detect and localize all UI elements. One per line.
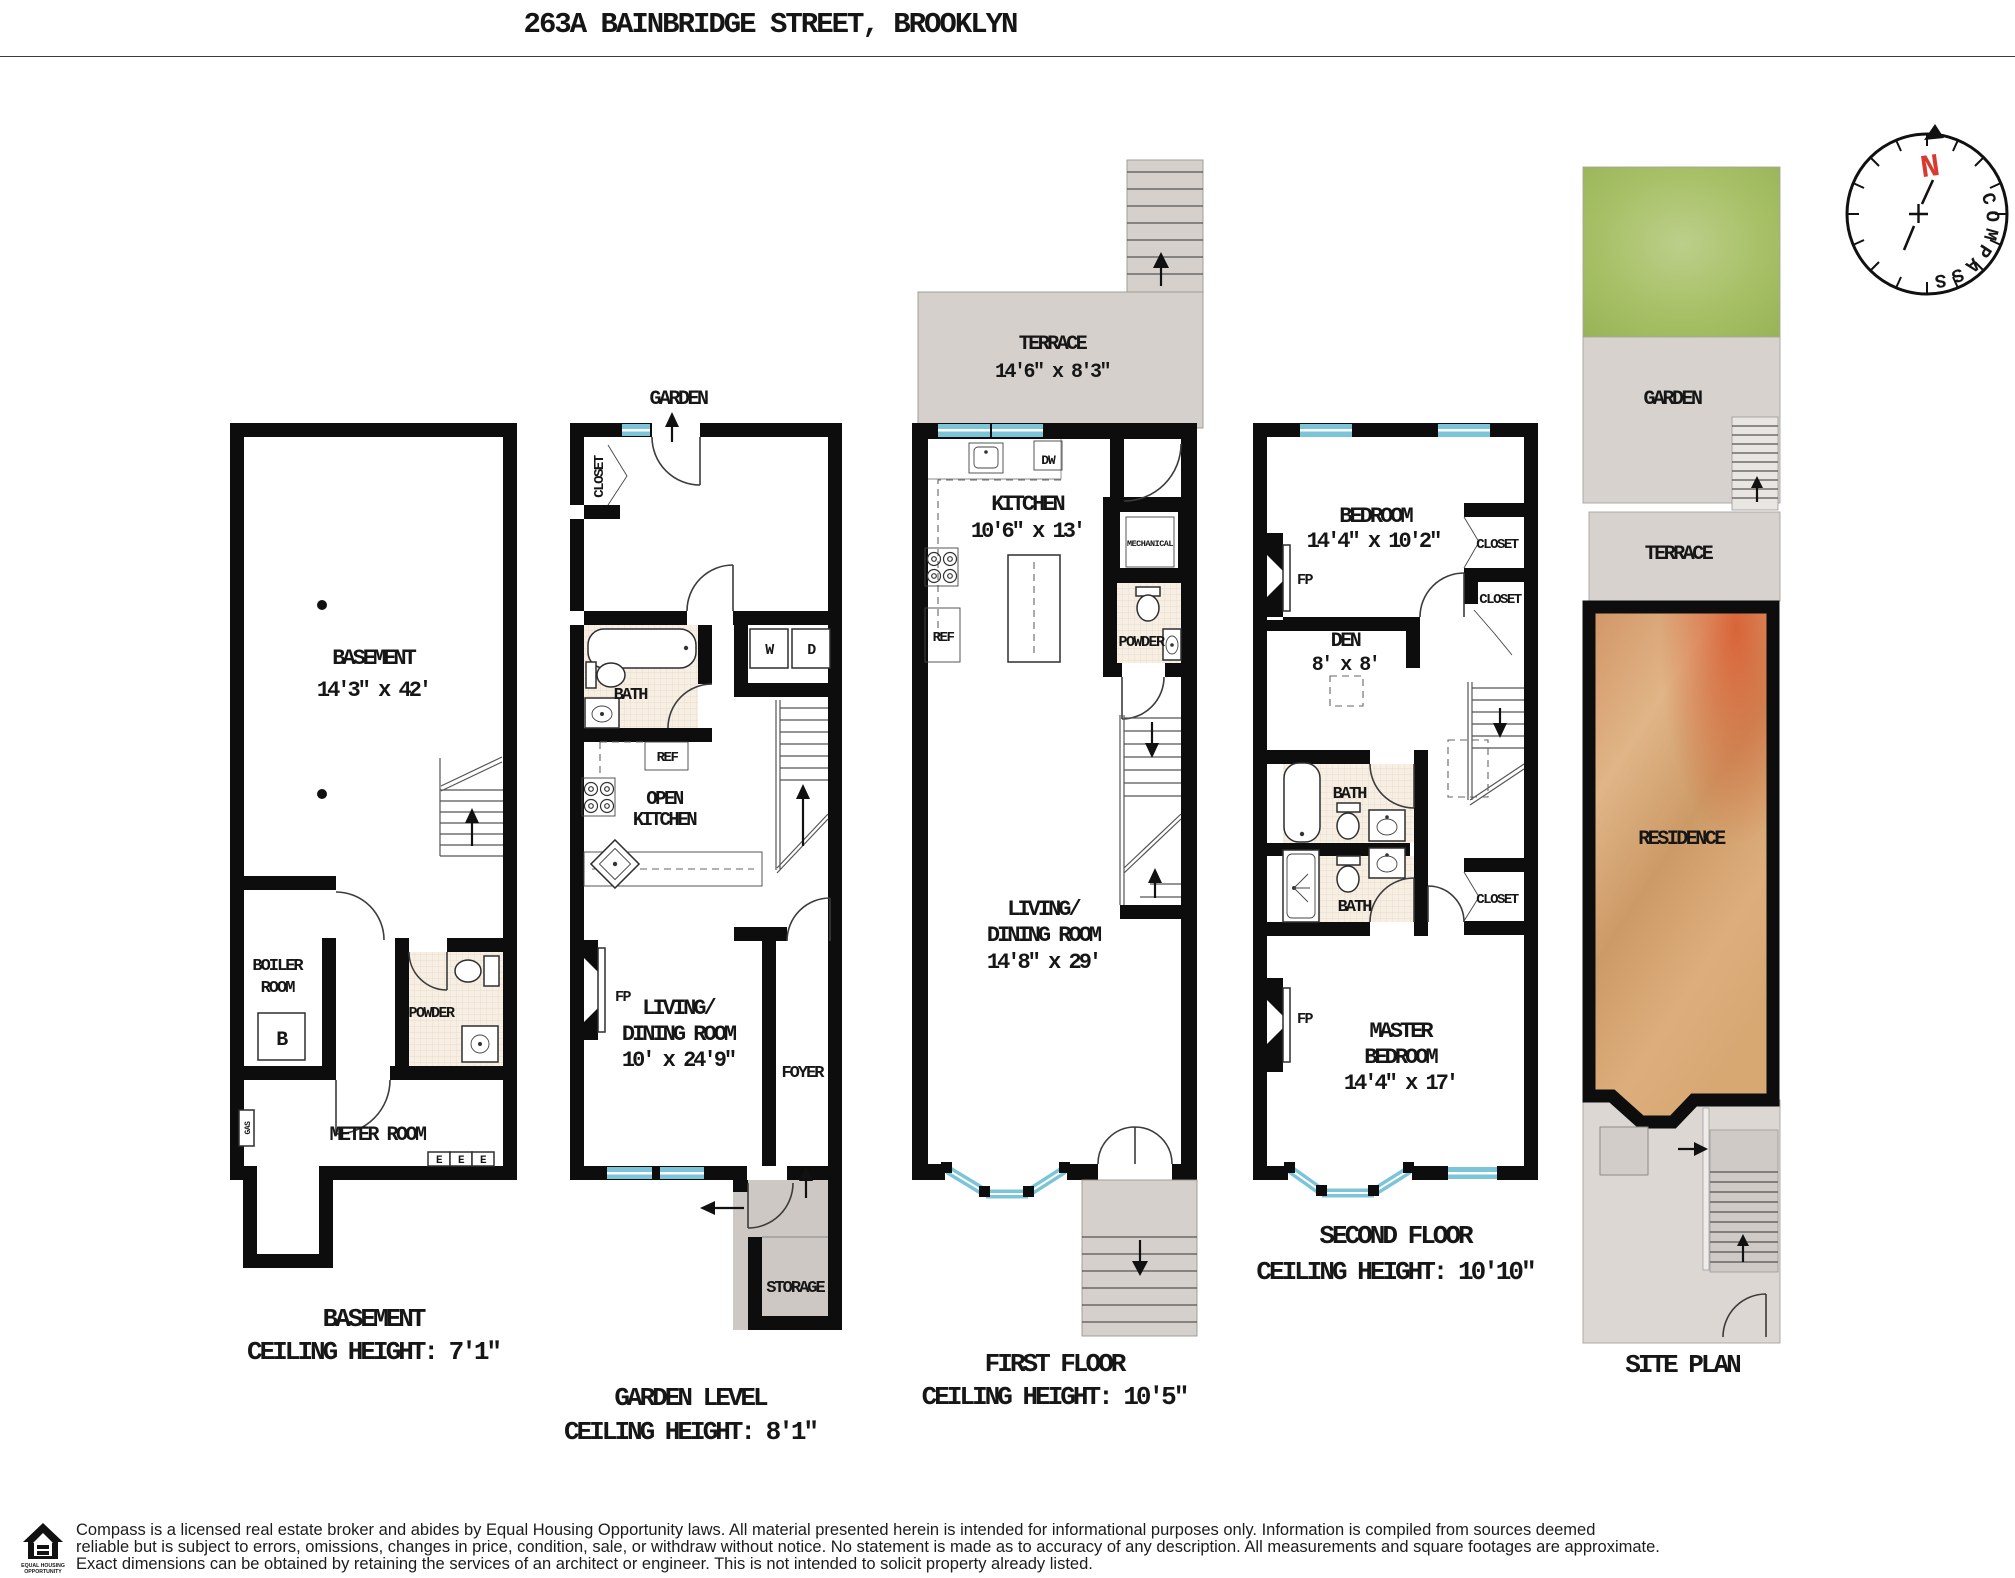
eho-text1: EQUAL HOUSING — [21, 1563, 65, 1569]
stove-burners — [585, 783, 614, 813]
first-stairs — [1120, 715, 1181, 905]
closet1-label: CLOSET — [1476, 537, 1518, 553]
basement-stairs — [440, 757, 503, 856]
gas-label: GAS — [244, 1121, 253, 1135]
site-plan-label: SITE PLAN — [1625, 1350, 1739, 1380]
boiler-b-label: B — [276, 1029, 286, 1052]
eho-text2: OPPORTUNITY — [24, 1569, 62, 1575]
site-plan — [1583, 167, 1780, 1380]
terrace-stairs — [1127, 160, 1203, 293]
second-fp-top-label: FP — [1297, 572, 1313, 589]
closet2-accordion — [1474, 610, 1512, 655]
bathtub — [1284, 763, 1320, 842]
den-label: DEN — [1330, 630, 1360, 653]
kitchen-island — [1008, 555, 1060, 662]
first-powder-label: POWDER — [1118, 634, 1164, 651]
boiler-room-label2: ROOM — [260, 979, 294, 998]
basement-room-dims: 14'3" x 42' — [316, 678, 430, 703]
second-floor-label: SECOND FLOOR — [1319, 1221, 1471, 1251]
toilet-bowl — [1337, 866, 1359, 892]
disclaimer-line1: Compass is a licensed real estate broker and abides by Equal Housing Opportunity laws. All material presented herein is intended for informational purposes only. Information is compiled from sources deemed — [76, 1521, 1596, 1539]
garden-living-label1: LIVING/ — [642, 996, 714, 1021]
garden-ref-label: REF — [656, 750, 678, 766]
closet3-label: CLOSET — [1476, 892, 1518, 908]
second-bedroom-label: BEDROOM — [1339, 504, 1411, 529]
column-dot — [317, 600, 327, 610]
open-kitchen-label1: OPEN — [646, 788, 682, 810]
column-dot — [317, 789, 327, 799]
sink — [1369, 810, 1405, 841]
compass-pointer — [1924, 124, 1944, 140]
bath1-label: BATH — [1332, 785, 1366, 804]
basement-ceiling-label: CEILING HEIGHT: 7'1" — [246, 1337, 500, 1367]
dw-label: DW — [1041, 453, 1055, 468]
bathtub — [588, 629, 696, 668]
toilet-tank — [484, 956, 499, 986]
den-dashed-square — [1330, 676, 1363, 706]
toilet-bowl — [455, 960, 481, 982]
basement-room-label: BASEMENT — [332, 646, 414, 671]
second-fp-bottom-label: FP — [1297, 1011, 1313, 1028]
meter-e2: E — [457, 1155, 465, 1167]
toilet-bowl — [1137, 595, 1159, 621]
garden-living-dims: 10' x 24'9" — [621, 1048, 735, 1073]
first-kitchen-dims: 10'6" x 13' — [970, 519, 1084, 544]
first-floor-plan — [912, 160, 1203, 1412]
first-entry-doors — [1098, 1127, 1172, 1164]
garden-closet-label: CLOSET — [592, 456, 608, 498]
bath2-label: BATH — [1337, 898, 1371, 917]
disclaimer-line2: reliable but is subject to errors, omissions, changes in price, condition, sale, or withdraw without notice. No statement is made as to accuracy of any description. All measurements and square footages are approximate. — [76, 1538, 1660, 1556]
sink — [1369, 848, 1405, 878]
corner-sink — [591, 840, 639, 888]
garden-level-plan — [564, 388, 842, 1447]
master-label2: BEDROOM — [1364, 1045, 1436, 1070]
open-kitchen-label2: KITCHEN — [632, 809, 696, 831]
rear-opening — [747, 1166, 787, 1180]
basement-floor-label: BASEMENT — [322, 1304, 424, 1334]
meter-e1: E — [435, 1155, 443, 1167]
shower — [1283, 850, 1319, 922]
boiler-room-label1: BOILER — [252, 957, 302, 976]
stove-burners — [928, 553, 957, 583]
first-living-label1: LIVING/ — [1007, 897, 1079, 922]
compass-cross — [1909, 204, 1928, 223]
garden-floor-label: GARDEN LEVEL — [614, 1383, 766, 1413]
first-living-label2: DINING ROOM — [986, 923, 1100, 948]
eho-logo — [21, 1523, 65, 1575]
garden-stairs — [776, 700, 828, 873]
compass-label: COMPASS — [1928, 190, 2003, 293]
second-floor-plan — [1253, 423, 1538, 1287]
first-ref-label: REF — [932, 630, 954, 646]
terrace-dims: 14'6" x 8'3" — [994, 361, 1110, 384]
site-grass — [1583, 167, 1780, 337]
door-opening — [1098, 1164, 1172, 1180]
toilet-tank — [586, 662, 596, 688]
master-dims: 14'4" x 17' — [1343, 1071, 1457, 1096]
compass-north: N — [1918, 147, 1943, 188]
garden-ceiling-label: CEILING HEIGHT: 8'1" — [563, 1417, 817, 1447]
garden-fp-label: FP — [615, 989, 631, 1006]
second-ceiling-label: CEILING HEIGHT: 10'10" — [1256, 1257, 1534, 1287]
site-terrace-label: TERRACE — [1644, 543, 1712, 566]
garden-bath-label: BATH — [613, 686, 647, 705]
electric-meters — [428, 1152, 494, 1167]
terrace — [918, 292, 1203, 428]
second-bedroom-dims: 14'4" x 10'2" — [1306, 529, 1440, 554]
toilet-bowl — [1337, 813, 1359, 839]
basement-powder-label: POWDER — [408, 1005, 454, 1022]
first-kitchen-label: KITCHEN — [991, 492, 1063, 517]
terrace-label: TERRACE — [1018, 333, 1086, 356]
closet2-label: CLOSET — [1479, 592, 1521, 608]
toilet-tank — [1337, 803, 1360, 812]
first-ceiling-label: CEILING HEIGHT: 10'5" — [921, 1382, 1187, 1412]
page-title: 263A BAINBRIDGE STREET, BROOKLYN — [523, 8, 1017, 41]
meter-room-label: METER ROOM — [329, 1124, 425, 1147]
garden-entry-label: GARDEN — [649, 388, 707, 411]
foyer-label: FOYER — [781, 1064, 823, 1083]
second-stairs — [1448, 682, 1524, 805]
basement-plan — [230, 423, 517, 1367]
toilet-bowl — [597, 663, 625, 687]
first-living-dims: 14'8" x 29' — [986, 950, 1100, 975]
storage-label: STORAGE — [766, 1279, 824, 1298]
master-label1: MASTER — [1369, 1019, 1431, 1044]
site-residence-label: RESIDENCE — [1638, 828, 1724, 851]
meter-e3: E — [479, 1155, 487, 1167]
garden-living-label2: DINING ROOM — [621, 1022, 735, 1047]
site-garden-stairs — [1732, 417, 1778, 510]
compass — [1847, 124, 2007, 294]
closet-accordion-door — [608, 445, 627, 505]
first-floor-label: FIRST FLOOR — [984, 1349, 1124, 1379]
den-dims: 8' x 8' — [1311, 654, 1379, 677]
dryer-label: D — [807, 642, 815, 659]
disclaimer-line3: Exact dimensions can be obtained by retaining the services of an architect or engineer. This is not intended to solicit property already listed. — [76, 1555, 1093, 1573]
toilet-tank — [1337, 856, 1360, 865]
site-garden-label: GARDEN — [1643, 388, 1701, 411]
first-stoop — [1082, 1180, 1197, 1336]
washer-label: W — [765, 642, 773, 659]
mechanical-label: MECHANICAL — [1126, 539, 1174, 549]
